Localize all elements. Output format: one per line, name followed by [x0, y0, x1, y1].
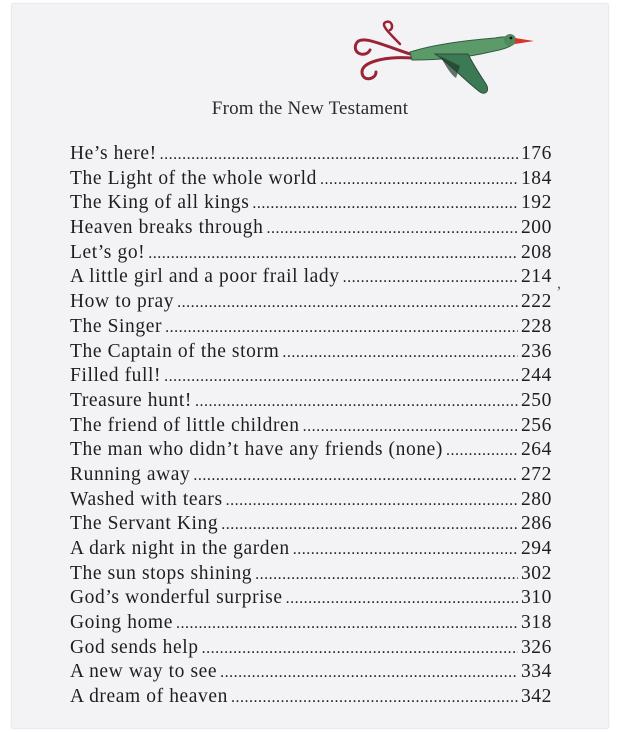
toc-entry-page: 244	[520, 365, 552, 387]
toc-entry	[70, 464, 552, 489]
toc-entry-page: 272	[520, 463, 552, 485]
dot-leader	[255, 563, 518, 585]
toc-entry	[70, 242, 552, 267]
toc-entry	[70, 143, 552, 168]
toc-entry-page: 256	[520, 414, 552, 436]
toc-entry	[70, 612, 552, 637]
toc-entry-page: 222	[520, 291, 552, 313]
toc-entry-title: The Light of the whole world	[70, 167, 317, 189]
toc-entry-page: 214	[520, 266, 552, 288]
toc-entry-title: How to pray	[70, 291, 175, 313]
toc-entry	[70, 538, 552, 563]
toc-entry-title: God sends help	[70, 636, 199, 658]
toc-entry-page: 236	[520, 340, 552, 362]
toc-entry	[70, 217, 552, 242]
toc-entry-title: He’s here!	[70, 143, 157, 164]
dot-leader	[193, 464, 518, 486]
dot-leader	[148, 242, 518, 264]
toc-entry	[70, 415, 552, 440]
dot-leader	[252, 192, 518, 214]
toc-entry-page: 250	[520, 389, 552, 411]
dot-leader	[320, 168, 518, 190]
toc-entry-page: 318	[520, 612, 552, 634]
toc-entry-title: The Captain of the storm	[70, 340, 280, 362]
dot-leader	[282, 341, 518, 363]
toc-entry	[70, 168, 552, 193]
dot-leader	[231, 686, 518, 708]
dot-leader	[293, 538, 518, 560]
toc-entry	[70, 637, 552, 662]
toc-entry	[70, 513, 552, 538]
toc-entry-title: A dark night in the garden	[70, 538, 290, 559]
toc-entry-title: A dream of heaven	[70, 686, 229, 708]
toc-entry-title: The man who didn’t have any friends (none)	[70, 439, 444, 461]
dot-leader	[195, 390, 518, 412]
toc-entry	[70, 341, 552, 366]
toc-entry	[70, 563, 552, 588]
toc-entry	[70, 661, 552, 686]
toc-entry-page: 208	[520, 241, 552, 263]
toc-entry-page: 184	[520, 167, 552, 189]
dot-leader	[286, 587, 518, 609]
toc-entry	[70, 291, 552, 316]
dot-leader	[176, 612, 518, 634]
toc-entry	[70, 686, 552, 711]
toc-entry	[70, 489, 552, 514]
toc-entry-title: Running away	[70, 463, 191, 485]
toc-entry-page: 334	[520, 661, 552, 683]
dot-leader	[303, 415, 518, 437]
toc-entry-page: 176	[520, 143, 552, 164]
toc-entry-title: Going home	[70, 612, 173, 634]
toc-entry	[70, 439, 552, 464]
dot-leader	[266, 217, 517, 239]
toc-entry-page: 294	[520, 538, 552, 559]
toc-entry-page: 228	[520, 315, 552, 337]
toc-entry-page: 310	[520, 587, 552, 609]
toc-entry-title: The Servant King	[70, 513, 219, 535]
toc-entry	[70, 587, 552, 612]
printing-mark: ,	[557, 275, 561, 292]
toc-entry-page: 280	[520, 488, 552, 510]
toc-entry-title: The friend of little children	[70, 414, 300, 436]
toc-entry-page: 200	[520, 217, 552, 239]
toc-entry-page: 192	[520, 192, 552, 214]
toc-entry	[70, 390, 552, 415]
dot-leader	[446, 439, 518, 461]
toc-entry-title: A little girl and a poor frail lady	[70, 266, 340, 288]
section-title: From the New Testament	[211, 98, 409, 119]
dot-leader	[164, 365, 518, 387]
toc-entry-page: 264	[520, 439, 552, 461]
toc-entry-title: A new way to see	[70, 661, 218, 683]
flying-bird-icon	[340, 14, 540, 102]
toc-entry-title: The sun stops shining	[70, 562, 253, 584]
dot-leader	[226, 489, 518, 511]
toc-entry-title: Washed with tears	[70, 488, 223, 510]
dot-leader	[202, 637, 518, 659]
toc-entry-title: Heaven breaks through	[70, 217, 264, 239]
toc-entry	[70, 192, 552, 217]
toc-entry-page: 342	[520, 686, 552, 708]
toc-entry	[70, 266, 552, 291]
toc-entry-page: 302	[520, 562, 552, 584]
dot-leader	[221, 513, 518, 535]
dot-leader	[165, 316, 518, 338]
dot-leader	[220, 661, 518, 683]
toc-entry-page: 286	[520, 513, 552, 535]
toc-entry-title: God’s wonderful surprise	[70, 587, 283, 609]
table-of-contents	[70, 143, 552, 711]
dot-leader	[160, 143, 518, 165]
toc-entry-title: The King of all kings	[70, 192, 250, 214]
dot-leader	[177, 291, 518, 313]
toc-entry-title: The Singer	[70, 315, 163, 337]
toc-entry-title: Filled full!	[70, 365, 162, 387]
toc-entry	[70, 316, 552, 341]
toc-entry-page: 326	[520, 636, 552, 658]
dot-leader	[343, 266, 518, 288]
toc-entry	[70, 365, 552, 390]
toc-entry-title: Let’s go!	[70, 241, 146, 263]
toc-entry-title: Treasure hunt!	[70, 389, 192, 411]
